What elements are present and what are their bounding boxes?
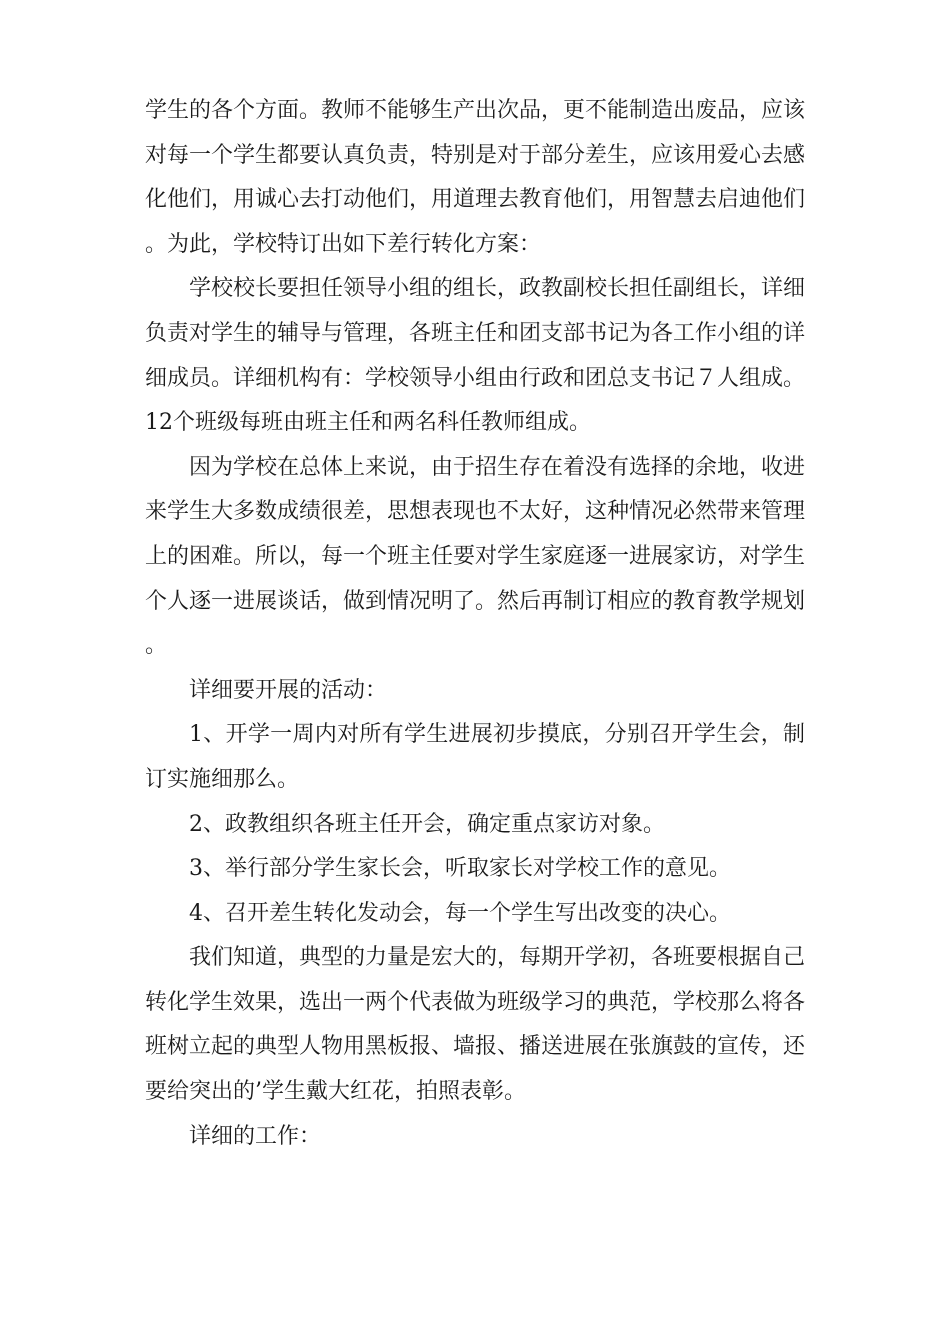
list-item-1: 1、开学一周内对所有学生进展初步摸底，分别召开学生会，制订实施细那么。 <box>145 722 805 792</box>
paragraph-5: 我们知道，典型的力量是宏大的，每期开学初，各班要根据自己转化学生效果，选出一两个代表做为班级学习的典范，学校那么将各班树立起的典型人物用黑板报、墙报、播送进展在张旗鼓的宣传，还要给突出的’学生戴大红花，拍照表彰。 <box>145 945 806 1105</box>
list-item-2: 2、政教组织各班主任开会，确定重点家访对象。 <box>189 811 665 837</box>
paragraph-6: 详细的工作： <box>189 1123 322 1149</box>
paragraph-3: 因为学校在总体上来说，由于招生存在着没有选择的余地，收进来学生大多数成绩很差，思想表现也不太好，这种情况必然带来管理上的困难。所以，每一个班主任要对学生家庭逐一进展家访，对学生个人逐一进展谈话，做到情况明了。然后再制订相应的教育教学规划。 <box>145 454 806 659</box>
paragraph-4: 详细要开展的活动： <box>189 677 388 703</box>
list-item-4: 4、召开差生转化发动会，每一个学生写出改变的决心。 <box>189 900 731 926</box>
paragraph-1: 学生的各个方面。教师不能够生产出次品，更不能制造出废品，应该对每一个学生都要认真负责，特别是对于部分差生，应该用爱心去感化他们，用诚心去打动他们，用道理去教育他们，用智慧去启迪他们。为此，学校特订出如下差行转化方案： <box>145 98 806 257</box>
paragraph-2: 学校校长要担任领导小组的组长，政教副校长担任副组长，详细负责对学生的辅导与管理，各班主任和团支部书记为各工作小组的详细成员。详细机构有：学校领导小组由行政和团总支书记７人组成。12个班级每班由班主任和两名科任教师组成。 <box>145 276 806 436</box>
list-item-3: 3、举行部分学生家长会，听取家长对学校工作的意见。 <box>189 856 731 882</box>
document-body <box>145 89 805 1159</box>
